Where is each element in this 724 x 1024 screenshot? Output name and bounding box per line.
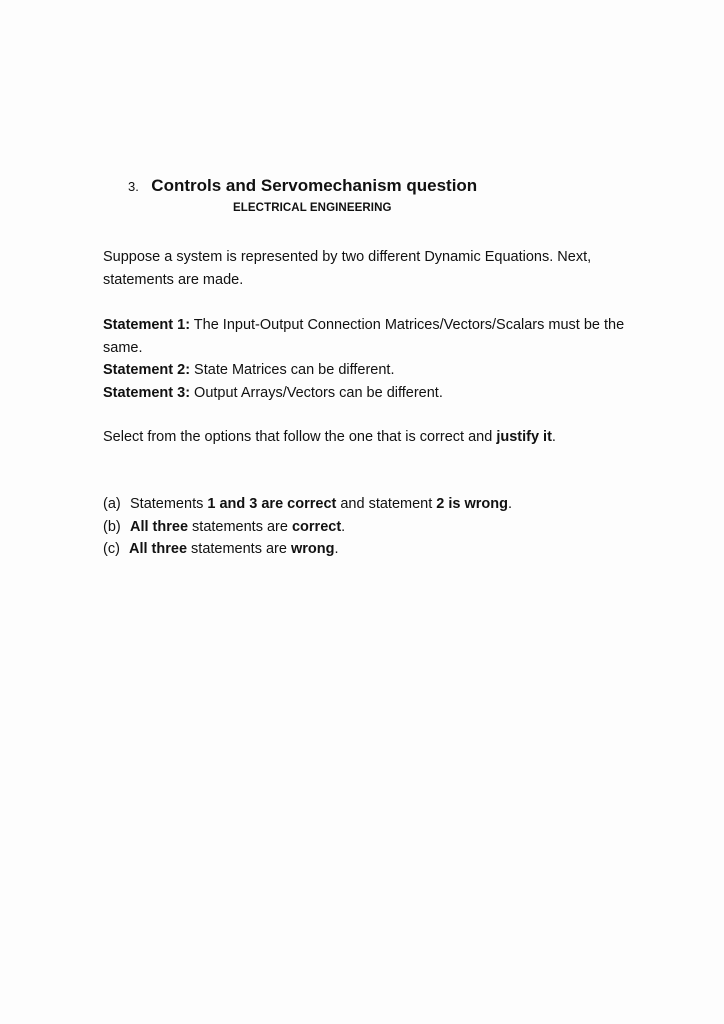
option-a-label: (a): [103, 496, 121, 512]
option-a-text-1: Statements: [130, 496, 208, 512]
option-a-text-3: .: [508, 496, 513, 512]
option-a-bold-2: 2 is wrong: [436, 496, 509, 512]
options-list: [103, 493, 633, 561]
option-c-text-2: .: [334, 541, 339, 557]
option-b-bold-2: correct: [291, 518, 342, 535]
statement-3-text: Output Arrays/Vectors can be different.: [190, 384, 443, 401]
instruction-end: .: [551, 429, 556, 445]
statements-list: [103, 314, 633, 404]
statement-3: [103, 382, 633, 405]
statement-1: [103, 314, 633, 359]
statement-2: [103, 359, 633, 382]
instruction-paragraph: [103, 426, 633, 449]
intro-paragraph: [103, 246, 633, 291]
statement-2-label: Statement 2:: [103, 362, 191, 378]
option-b-bold-1: All three: [130, 518, 189, 535]
statement-3-label: Statement 3:: [103, 384, 191, 401]
instruction-text: Select from the options that follow the one that is correct and: [103, 429, 497, 445]
question-number: 3.: [128, 179, 139, 194]
option-c: [103, 538, 633, 561]
option-b-label: (b): [103, 518, 121, 535]
subject-label: ELECTRICAL ENGINEERING: [233, 202, 392, 214]
question-title: Controls and Servomechanism question: [151, 176, 478, 195]
statement-2-text: State Matrices can be different.: [190, 362, 395, 378]
option-a-bold-1: 1 and 3 are correct: [207, 496, 337, 512]
option-b: [103, 516, 633, 539]
option-c-label: (c): [103, 541, 120, 557]
question-heading: [128, 176, 477, 196]
option-c-text-1: statements are: [187, 541, 291, 557]
option-b-text-2: .: [341, 518, 346, 535]
option-a-text-2: and statement: [336, 496, 437, 512]
intro-text: Suppose a system is represented by two different Dynamic Equations. Next, statements are made.: [103, 249, 592, 288]
statement-1-text: The Input-Output Connection Matrices/Vectors/Scalars must be the same.: [103, 317, 625, 356]
statement-1-label: Statement 1:: [103, 317, 191, 333]
option-c-bold-1: All three: [129, 541, 188, 557]
option-c-bold-2: wrong: [290, 541, 335, 557]
option-a: [103, 493, 633, 516]
instruction-bold: justify it: [496, 429, 552, 445]
option-b-text-1: statements are: [188, 518, 292, 535]
